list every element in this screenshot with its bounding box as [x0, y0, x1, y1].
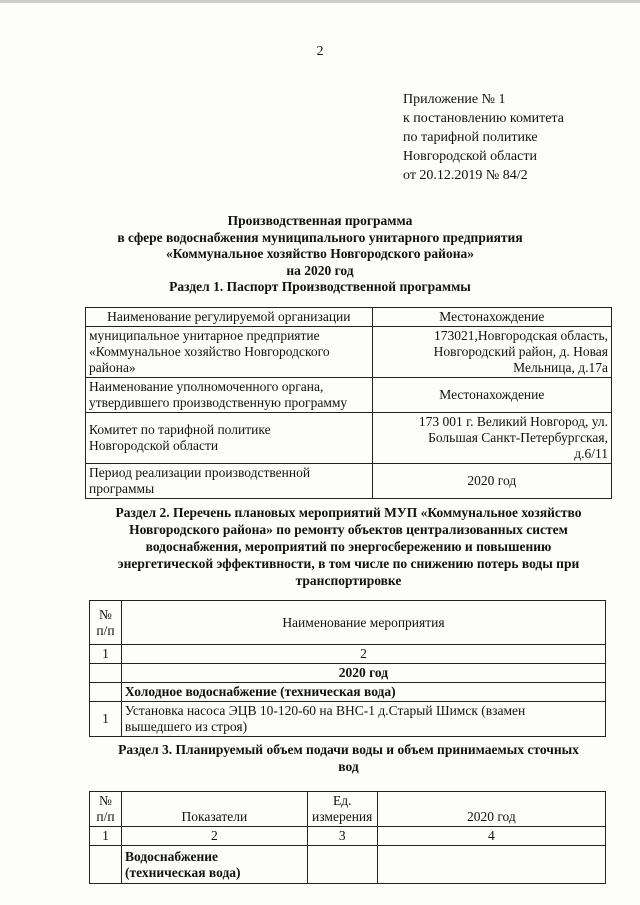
header-indicators: Показатели	[121, 792, 307, 827]
appendix-line: по тарифной политике	[403, 130, 538, 145]
measures-table	[89, 600, 606, 737]
group-row: Водоснабжение (техническая вода)	[121, 846, 307, 884]
title-line: на 2020 год	[286, 262, 354, 278]
header-num-cell: № п/п	[90, 601, 122, 645]
col-num-2: 2	[121, 645, 605, 664]
section1-title: Раздел 1. Паспорт Производственной программы	[169, 279, 471, 294]
group-unit-empty	[307, 846, 377, 884]
authority-name-cell: Комитет по тарифной политике Новгородской области	[86, 413, 373, 464]
col-num-1: 1	[90, 645, 122, 664]
title-line: «Коммунальное хозяйство Новгородского района»	[166, 246, 474, 261]
appendix-line: к постановлению комитета	[403, 111, 564, 126]
header-measure-name: Наименование мероприятия	[121, 601, 605, 645]
title-line: Производственная программа	[227, 213, 413, 228]
appendix-block	[403, 90, 564, 185]
org-location-cell: 173021,Новгородская область, Новгородский район, д. Новая Мельница, д.17а	[372, 327, 611, 378]
header-location: Местонахождение	[372, 308, 611, 327]
authority-header-cell: Наименование уполномоченного органа, утвердившего производственную программу	[86, 378, 373, 413]
scan-top-edge	[0, 0, 640, 3]
section2-title: Раздел 2. Перечень плановых мероприятий МУП «Коммунальное хозяйство Новгородского района» по ремонту объектов централизованных систем водоснабжения, мероприятий по энергосбережению и повышению энергетической эффективности, в том числе по снижению потерь воды при транспортировке	[115, 505, 582, 588]
page-number: 2	[316, 44, 324, 59]
col-num-3: 3	[307, 827, 377, 846]
volume-table	[89, 791, 606, 884]
header-unit: Ед. измерения	[307, 792, 377, 827]
section3-title: Раздел 3. Планируемый объем подачи воды и объем принимаемых сточных вод	[118, 742, 579, 774]
year-row-empty	[90, 664, 122, 683]
document-title	[0, 213, 640, 296]
authority-location-header: Местонахождение	[372, 378, 611, 413]
item-text: Установка насоса ЭЦВ 10-120-60 на ВНС-1 д.Старый Шимск (взамен вышедшего из строя)	[121, 702, 605, 737]
col-num-1: 1	[90, 827, 122, 846]
group-value-empty	[377, 846, 605, 884]
header-year: 2020 год	[377, 792, 605, 827]
org-name-cell: муниципальное унитарное предприятие «Коммунальное хозяйство Новгородского района»	[86, 327, 373, 378]
header-num-cell: № п/п	[90, 792, 122, 827]
group-row: Холодное водоснабжение (техническая вода)	[121, 683, 605, 702]
appendix-line: Новгородской области	[403, 149, 537, 164]
item-num: 1	[90, 702, 122, 737]
col-num-4: 4	[377, 827, 605, 846]
col-num-2: 2	[121, 827, 307, 846]
period-label-cell: Период реализации производственной программы	[86, 464, 373, 499]
group-row-empty	[90, 683, 122, 702]
authority-location-cell: 173 001 г. Великий Новгород, ул. Большая Санкт-Петербургская, д.6/11	[372, 413, 611, 464]
appendix-line: Приложение № 1	[403, 92, 506, 107]
header-org-name: Наименование регулируемой организации	[86, 308, 373, 327]
year-row: 2020 год	[121, 664, 605, 683]
period-value-cell: 2020 год	[372, 464, 611, 499]
passport-table	[85, 307, 612, 499]
group-row-empty	[90, 846, 122, 884]
title-line: в сфере водоснабжения муниципального унитарного предприятия	[117, 229, 523, 245]
appendix-line: от 20.12.2019 № 84/2	[403, 168, 528, 183]
